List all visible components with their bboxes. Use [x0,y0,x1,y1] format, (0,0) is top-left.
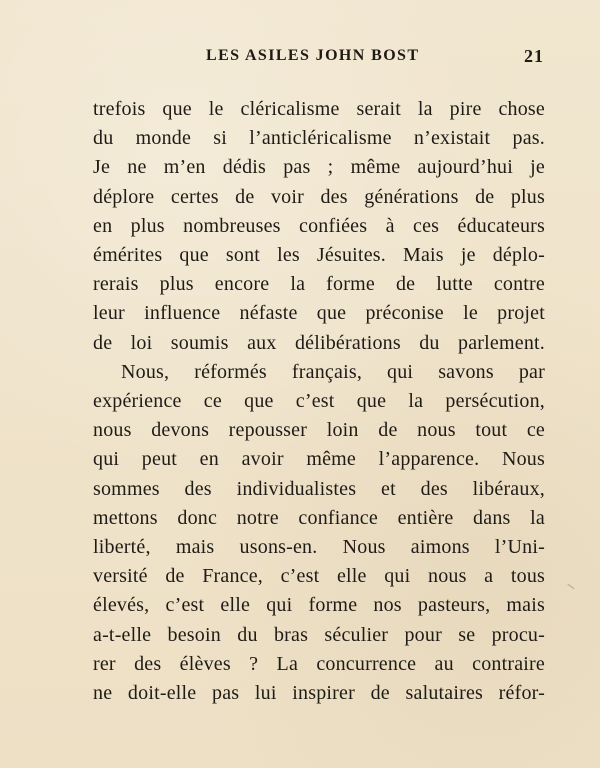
text-line: ne doit-elle pas lui inspirer de salutaires réfor- [93,682,545,705]
text-line: trefois que le cléricalisme serait la pire chose [93,98,545,120]
page-header [0,47,600,71]
text-line: a-t-elle besoin du bras séculier pour se procu- [93,623,545,646]
text-line: de loi soumis aux délibérations du parlement. [93,331,545,354]
paper-speck [567,584,574,589]
text-line: élevés, c’est elle qui forme nos pasteurs, mais [93,594,545,617]
text-line: qui peut en avoir même l’apparence. Nous [93,448,545,471]
page-number: 21 [524,46,544,66]
text-line: expérience ce que c’est que la persécution, [93,390,545,413]
text-line: sommes des individualistes et des libéraux, [93,477,545,500]
text-line: versité de France, c’est elle qui nous a tous [93,565,545,588]
text-line: Je ne m’en dédis pas ; même aujourd’hui je [93,156,545,179]
text-line: mettons donc notre confiance entière dans la [93,506,545,529]
text-line: déplore certes de voir des générations de plus [93,185,545,208]
running-title: LES ASILES JOHN BOST [206,47,420,64]
text-line: émérites que sont les Jésuites. Mais je déplo- [93,244,545,267]
text-line: en plus nombreuses confiées à ces éducateurs [93,214,545,237]
paragraph-1 [93,95,545,358]
text-line: rerais plus encore la forme de lutte contre [93,273,545,296]
text-line: leur influence néfaste que préconise le projet [93,302,545,325]
text-line: Nous, réformés français, qui savons par [121,360,545,383]
text-line: rer des élèves ? La concurrence au contraire [93,652,545,675]
paragraph-2 [93,358,545,708]
text-line: du monde si l’anticléricalisme n’existait pas. [93,127,545,150]
text-line: nous devons repousser loin de nous tout ce [93,419,545,442]
text-line: liberté, mais usons-en. Nous aimons l’Uni- [93,536,545,559]
body-text [93,95,545,708]
